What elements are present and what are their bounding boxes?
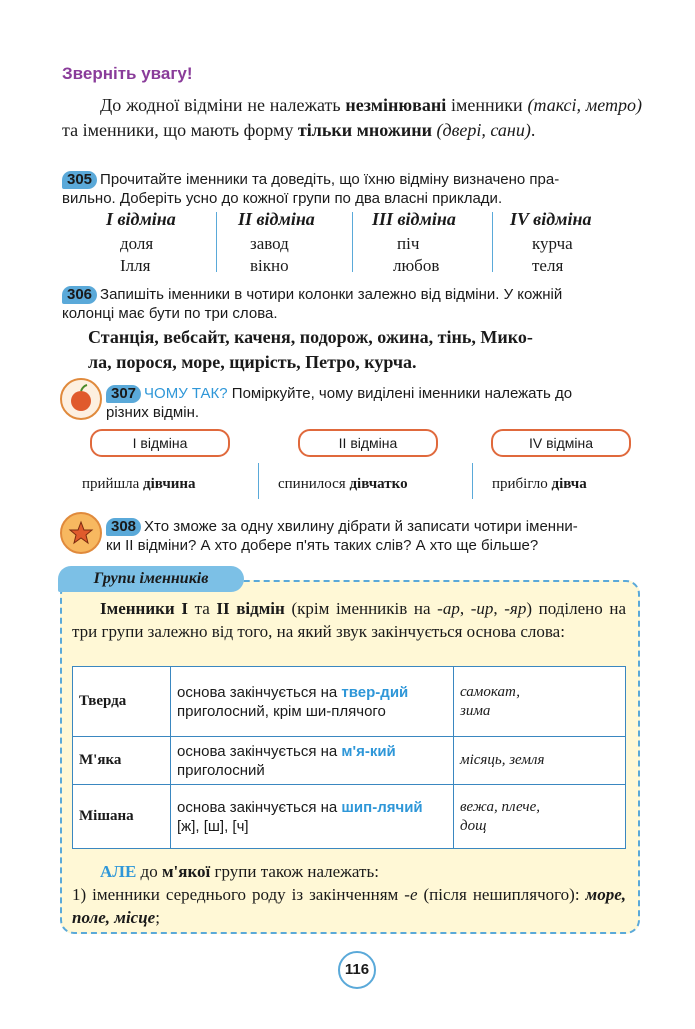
word-list: Станція, вебсайт, каченя, подорож, ожина, тінь, Мико- ла, порося, море, щирість, Петро, курча. (88, 327, 533, 372)
task-305: 305 Прочитайте іменники та доведіть, що їхню відміну визначено пра- вильно. Доберіть усно до кожної групи по два власні приклади. (62, 171, 560, 207)
word-cell: теля (532, 256, 564, 275)
groups-intro: Іменники І та ІІ відмін (крім іменників на -ар, -ир, -яр) поділено на три групи залежно від того, на який звук закінчується основа слова: (72, 599, 626, 641)
phrase-2: спинилося дівчатко (278, 476, 408, 492)
group-description: основа закінчується на твер-дий приголосний, крім ши-плячого (171, 667, 454, 737)
rule-paragraph: До жодної відміни не належать незмінювані іменники (таксі, метро) та іменники, що мають форму тільки множини (двері, сани). (62, 95, 643, 140)
column-divider (352, 212, 353, 272)
group-description: основа закінчується на шип-лячий [ж], [ш], [ч] (171, 785, 454, 849)
declension-pill-2: ІІ відміна (298, 429, 438, 457)
noun-groups-tag: Групи іменників (58, 566, 244, 592)
attention-heading: Зверніть увагу! (62, 64, 193, 83)
column-head-3: ІІІ відміна (372, 209, 456, 229)
groups-note: АЛЕ до м'якої групи також належать: 1) іменники середнього роду із закінченням -е (після нешиплячого): море, поле, місце; (72, 862, 626, 927)
group-examples: вежа, плече, дощ (454, 785, 626, 849)
column-head-2: ІІ відміна (238, 209, 315, 229)
apple-icon (60, 378, 102, 420)
word-cell: доля (120, 234, 154, 253)
page-number: 116 (338, 951, 376, 989)
phrase-divider (472, 463, 473, 499)
column-divider (216, 212, 217, 272)
star-icon (60, 512, 102, 554)
column-head-1: І відміна (106, 209, 176, 229)
declension-pill-1: І відміна (90, 429, 230, 457)
task-number: 305 (62, 171, 97, 189)
task-number: 307 (106, 385, 141, 403)
group-examples: місяць, земля (454, 737, 626, 785)
word-cell: вікно (250, 256, 289, 275)
column-head-4: IV відміна (510, 209, 592, 229)
group-name: М'яка (73, 737, 171, 785)
word-cell: завод (250, 234, 289, 253)
task-307: 307 ЧОМУ ТАК? Поміркуйте, чому виділені іменники належать до різних відмін. (106, 385, 573, 421)
task-306: 306 Запишіть іменники в чотири колонки залежно від відміни. У кожній колонці має бути по три слова. (62, 286, 563, 322)
word-cell: Ілля (120, 256, 151, 275)
word-cell: курча (532, 234, 573, 253)
task-number: 306 (62, 286, 97, 304)
group-description: основа закінчується на м'я-кий приголосний (171, 737, 454, 785)
phrase-3: прибігло дівча (492, 476, 587, 492)
group-examples: самокат, зима (454, 667, 626, 737)
task-number: 308 (106, 518, 141, 536)
table-row (73, 667, 626, 737)
table-row (73, 785, 626, 849)
word-cell: піч (397, 234, 420, 253)
word-cell: любов (393, 256, 440, 275)
column-divider (492, 212, 493, 272)
noun-groups-table (72, 666, 626, 849)
phrase-1: прийшла дівчина (82, 476, 196, 492)
task-308: 308 Хто зможе за одну хвилину дібрати й записати чотири іменни- ки ІІ відміни? А хто добере п'ять таких слів? А хто ще більше? (106, 518, 578, 554)
table-row (73, 737, 626, 785)
declension-pill-3: IV відміна (491, 429, 631, 457)
group-name: Мішана (73, 785, 171, 849)
phrase-divider (258, 463, 259, 499)
group-name: Тверда (73, 667, 171, 737)
